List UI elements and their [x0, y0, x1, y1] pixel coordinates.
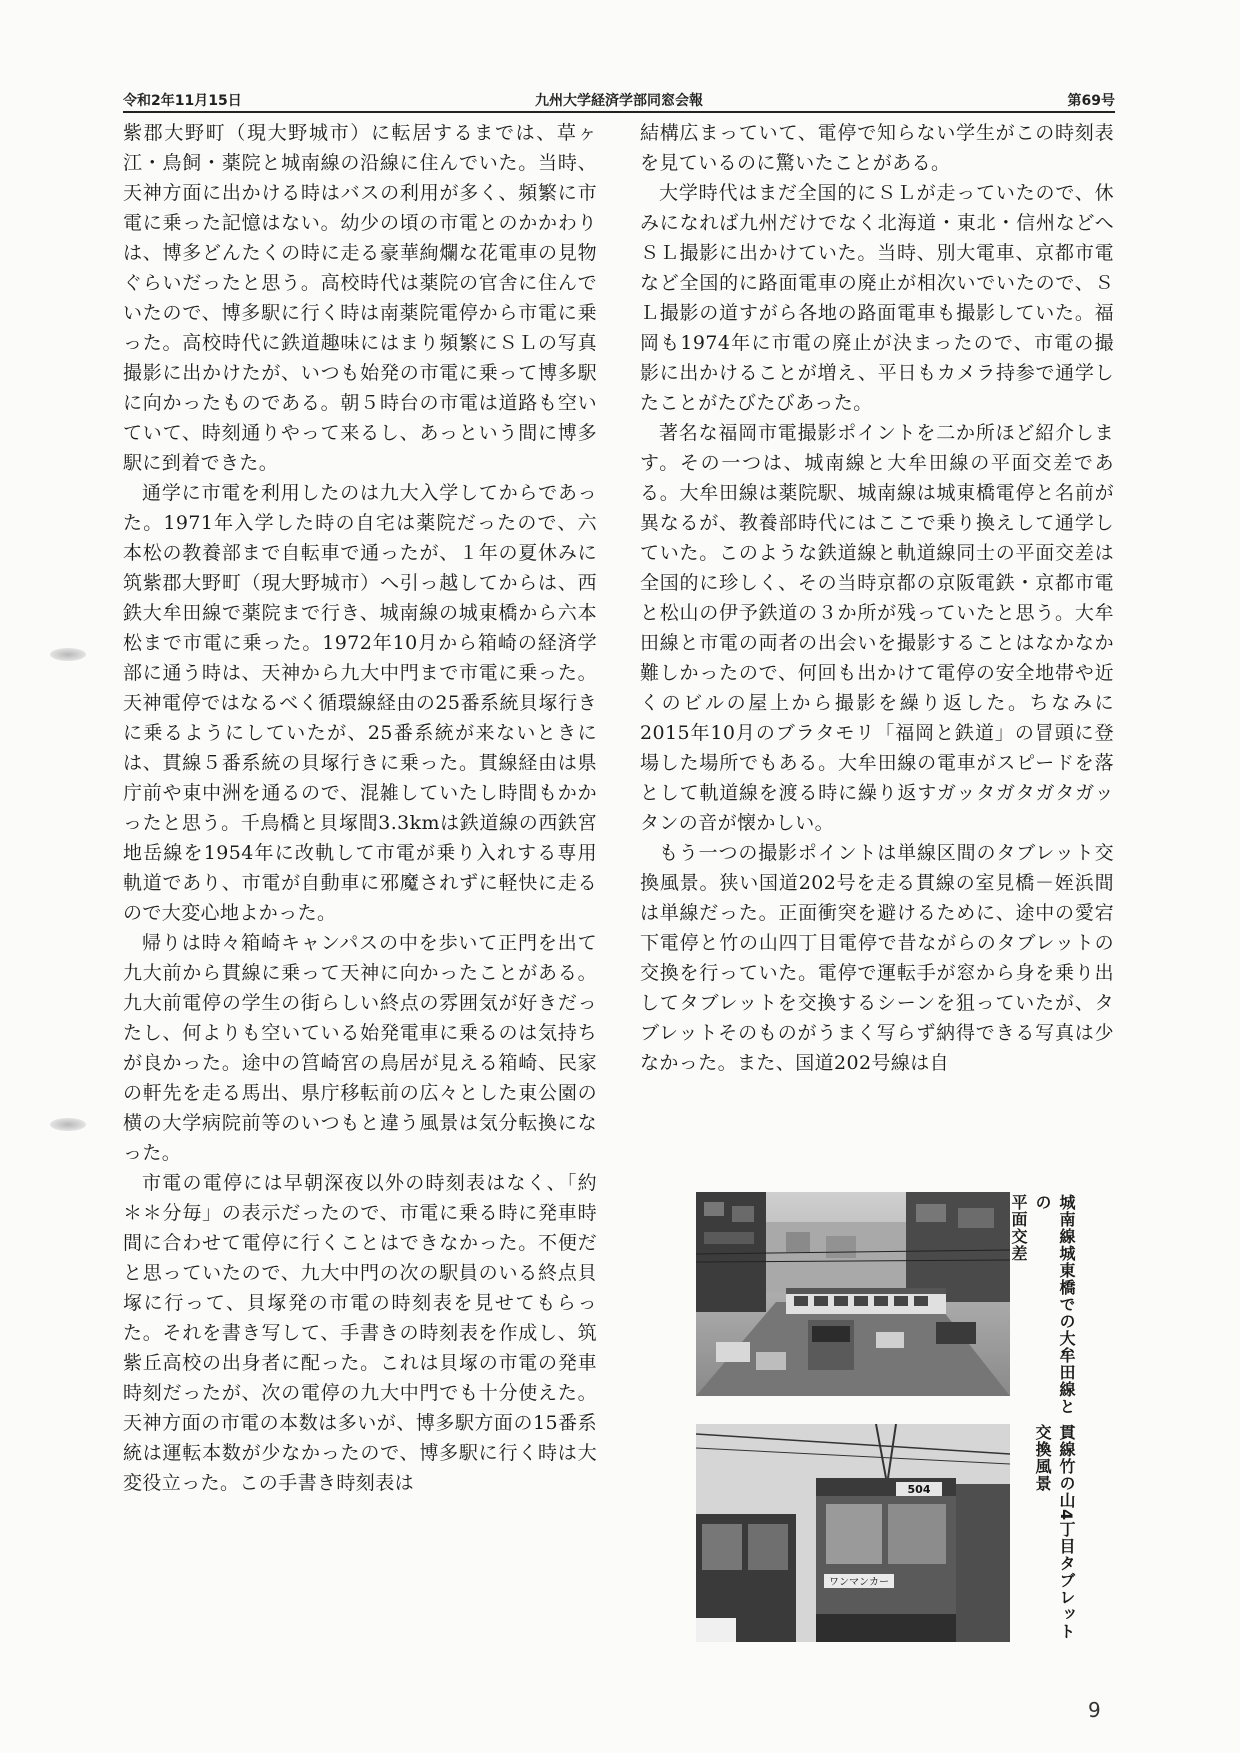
caption-level-crossing	[1009, 1194, 1078, 1418]
caption-line: 平面交差	[1009, 1194, 1028, 1262]
paragraph: 市電の電停には早朝深夜以外の時刻表はなく、「約＊＊分毎」の表示だったので、市電に乗る時に発車時間に合わせて電停に行くことはできなかった。不便だと思っていたので、九大中門の次の駅員のいる終点貝塚に行って、貝塚発の市電の時刻表を見せてもらった。それを書き写して、手書きの時刻表を作成し、筑紫丘高校の出身者に配った。これは貝塚の市電の発車時刻だったが、次の電停の九大中門でも十分使えた。天神方面の市電の本数は多いが、博多駅方面の15番系統は運転本数が少なかったので、博多駅に行く時は大変役立った。この手書き時刻表は	[123, 1172, 597, 1494]
caption-line: 交換風景	[1033, 1424, 1052, 1492]
header-issue: 第69号	[1067, 93, 1115, 109]
paragraph: 大学時代はまだ全国的にＳＬが走っていたので、休みになれば九州だけでなく北海道・東北・信州などへＳＬ撮影に出かけていた。当時、別大電車、京都市電など全国的に路面電車の廃止が相次いでいたので、ＳＬ撮影の道すがら各地の路面電車も撮影していた。福岡も1974年に市電の廃止が決まったので、市電の撮影に出かけることが増え、平日もカメラ持参で通学したことがたびたびあった。	[640, 182, 1114, 414]
header-title: 九州大学経済学部同窓会報	[535, 93, 703, 109]
photo-level-crossing	[696, 1192, 1010, 1396]
page-header	[123, 90, 1115, 112]
tram-number-plate: 504	[907, 1483, 931, 1496]
caption-tablet-exchange	[1016, 1424, 1078, 1648]
paragraph: もう一つの撮影ポイントは単線区間のタブレット交換風景。狭い国道202号を走る貫線の室見橋－姪浜間は単線だった。正面衝突を避けるために、途中の愛宕下電停と竹の山四丁目電停で昔ながらのタブレットの交換を行っていた。電停で運転手が窓から身を乗り出してタブレットを交換するシーンを狙っていたが、タブレットそのものがうまく写らず納得できる写真は少なかった。また、国道202号線は自	[640, 842, 1114, 1074]
left-column	[123, 118, 597, 1498]
tram-sign: ワンマンカー	[829, 1577, 889, 1588]
header-date: 令和2年11月15日	[123, 93, 242, 109]
photo-tablet-exchange-image	[696, 1424, 1010, 1642]
paragraph: 結構広まっていて、電停で知らない学生がこの時刻表を見ているのに驚いたことがある。	[640, 122, 1114, 174]
paragraph: 著名な福岡市電撮影ポイントを二か所ほど紹介します。その一つは、城南線と大牟田線の平面交差である。大牟田線は薬院駅、城南線は城東橋電停と名前が異なるが、教養部時代にはここで乗り換えして通学していた。このような鉄道線と軌道線同士の平面交差は全国的に珍しく、その当時京都の京阪電鉄・京都市電と松山の伊予鉄道の３か所が残っていたと思う。大牟田線と市電の両者の出会いを撮影することはなかなか難しかったので、何回も出かけて電停の安全地帯や近くのビルの屋上から撮影を繰り返した。ちなみに2015年10月のブラタモリ「福岡と鉄道」の冒頭に登場した場所でもある。大牟田線の電車がスピードを落として軌道線を渡る時に繰り返すガッタガタガタガッタンの音が懐かしい。	[640, 422, 1114, 834]
punch-hole-mark	[50, 648, 86, 661]
caption-line: 城南線城東橋での大牟田線との	[1033, 1194, 1076, 1415]
caption-line: 貫線竹の山4丁目タブレット	[1057, 1424, 1076, 1641]
paragraph: 通学に市電を利用したのは九大入学してからであった。1971年入学した時の自宅は薬院だったので、六本松の教養部まで自転車で通ったが、１年の夏休みに筑紫郡大野町（現大野城市）へ引っ越してからは、西鉄大牟田線で薬院まで行き、城南線の城東橋から六本松まで市電に乗った。1972年10月から箱崎の経済学部に通う時は、天神から九大中門まで市電に乗った。天神電停ではなるべく循環線経由の25番系統貝塚行きに乗るようにしていたが、25番系統が来ないときには、貫線５番系統の貝塚行きに乗った。貫線経由は県庁前や東中洲を通るので、混雑していたし時間もかかったと思う。千鳥橋と貝塚間3.3kmは鉄道線の西鉄宮地岳線を1954年に改軌して市電が乗り入れする専用軌道であり、市電が自動車に邪魔されずに軽快に走るので大変心地よかった。	[123, 482, 597, 924]
header-rule	[123, 111, 1115, 113]
photo-level-crossing-image	[696, 1192, 1010, 1396]
paragraph: 帰りは時々箱崎キャンパスの中を歩いて正門を出て九大前から貫線に乗って天神に向かったことがある。九大前電停の学生の街らしい終点の雰囲気が好きだったし、何よりも空いている始発電車に乗るのは気持ちが良かった。途中の筥崎宮の鳥居が見える箱崎、民家の軒先を走る馬出、県庁移転前の広々とした東公園の横の大学病院前等のいつもと違う風景は気分転換になった。	[123, 932, 597, 1164]
photo-tablet-exchange	[696, 1424, 1010, 1642]
page-number: 9	[1088, 1698, 1101, 1722]
right-column	[640, 118, 1114, 1078]
paragraph: 紫郡大野町（現大野城市）に転居するまでは、草ヶ江・鳥飼・薬院と城南線の沿線に住んでいた。当時、天神方面に出かける時はバスの利用が多く、頻繁に市電に乗った記憶はない。幼少の頃の市電とのかかわりは、博多どんたくの時に走る豪華絢爛な花電車の見物ぐらいだったと思う。高校時代は薬院の官舎に住んでいたので、博多駅に行く時は南薬院電停から市電に乗った。高校時代に鉄道趣味にはまり頻繁にＳＬの写真撮影に出かけたが、いつも始発の市電に乗って博多駅に向かったものである。朝５時台の市電は道路も空いていて、時刻通りやって来るし、あっという間に博多駅に到着できた。	[123, 122, 597, 474]
punch-hole-mark	[50, 1118, 86, 1131]
